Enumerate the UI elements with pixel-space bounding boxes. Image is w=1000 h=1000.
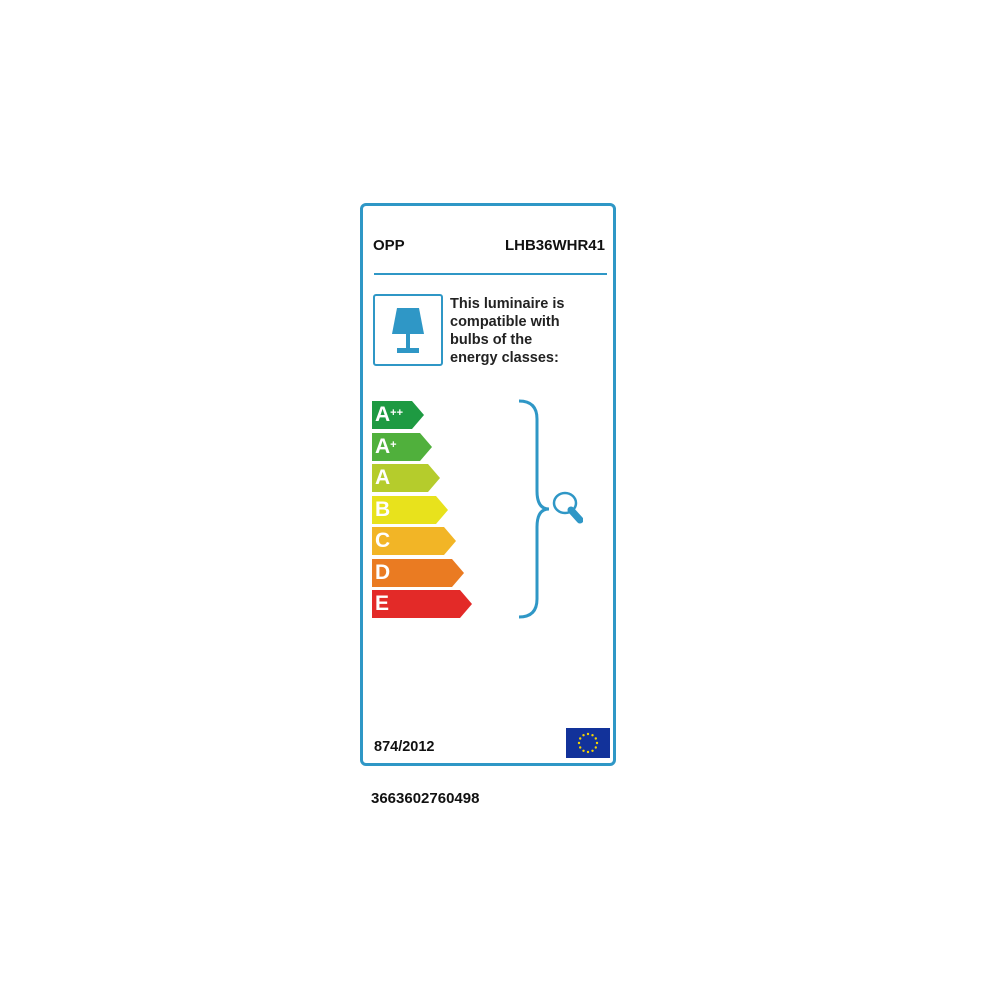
energy-class-a: [372, 464, 440, 492]
energy-label: [360, 203, 616, 766]
supplier-name: OPP: [373, 237, 405, 254]
ean-barcode-number: 3663602760498: [371, 790, 480, 807]
energy-class-c: [372, 527, 456, 555]
energy-class-e: [372, 590, 472, 618]
energy-class-d: [372, 559, 464, 587]
compat-line: energy classes:: [450, 350, 559, 366]
compat-line: bulbs of the: [450, 332, 533, 348]
energy-class-letter: D: [375, 560, 391, 584]
energy-class-letter: C: [375, 529, 391, 552]
energy-class-superscript: ++: [390, 407, 404, 419]
energy-class-a-plus-plus: [372, 401, 424, 429]
energy-class-a-plus: [372, 433, 432, 461]
energy-class-b: [372, 496, 448, 524]
energy-class-superscript: +: [390, 438, 397, 451]
eu-flag-icon: [566, 728, 610, 758]
regulation-number: 874/2012: [374, 739, 435, 755]
compatible-range-bracket: [513, 399, 583, 621]
model-identifier: LHB36WHR41: [504, 237, 605, 254]
energy-class-letter: A+: [375, 434, 397, 458]
energy-class-letter: A: [375, 466, 391, 489]
energy-class-letter: A++: [375, 403, 404, 426]
compat-line: compatible with: [450, 314, 560, 330]
energy-class-letter: E: [375, 592, 390, 615]
compat-line: This luminaire is: [450, 296, 565, 312]
light-bulb-icon: [554, 493, 580, 520]
energy-class-letter: B: [375, 497, 391, 521]
